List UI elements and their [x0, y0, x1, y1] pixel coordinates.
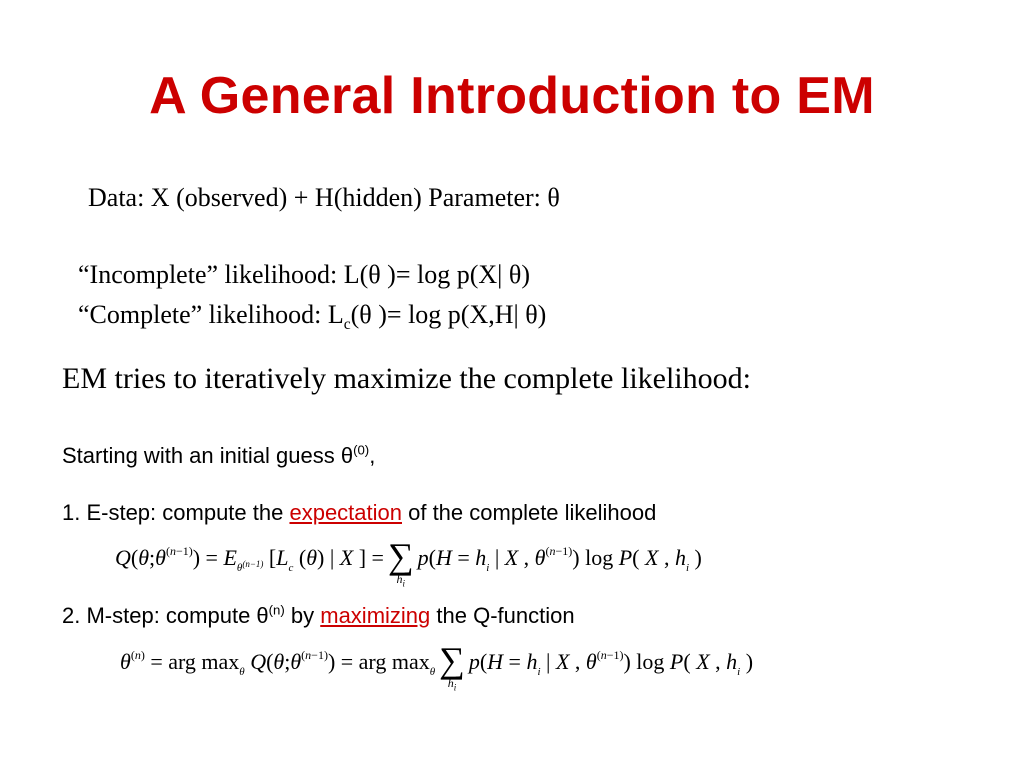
- complete-likelihood-suffix: (θ )= log p(X,H| θ): [350, 300, 547, 329]
- starting-guess-suffix: ,: [369, 443, 376, 468]
- starting-guess-prefix: Starting with an initial guess θ: [62, 443, 354, 468]
- summation-symbol: ∑ $h_i$: [387, 536, 414, 589]
- slide-title: A General Introduction to EM: [149, 67, 875, 125]
- m-step-line: [62, 603, 575, 629]
- starting-guess-line: [62, 443, 375, 469]
- data-parameter-line: Data: X (observed) + H(hidden) Parameter: θ: [88, 183, 560, 212]
- e-step-suffix: of the complete likelihood: [402, 500, 657, 525]
- complete-likelihood-prefix: “Complete” likelihood: L: [78, 300, 344, 329]
- incomplete-likelihood-line: “Incomplete” likelihood: L(θ )= log p(X| θ): [78, 260, 530, 289]
- e-step-prefix: 1. E-step: compute the: [62, 500, 290, 525]
- expectation-link[interactable]: expectation: [289, 500, 402, 525]
- starting-guess-superscript: (0): [353, 442, 370, 458]
- complete-likelihood-line: [78, 300, 547, 334]
- maximizing-link[interactable]: maximizing: [320, 603, 431, 628]
- m-step-suffix: the Q-function: [430, 603, 575, 628]
- m-step-mid: by: [284, 603, 321, 628]
- em-tries-line: EM tries to iteratively maximize the complete likelihood:: [62, 362, 751, 395]
- e-step-line: [62, 500, 656, 526]
- summation-symbol-2: ∑ $h_i$: [439, 640, 465, 693]
- e-step-equation: $Q(\theta;\theta^{(n-1)}) = E_{\theta^{(n-1)}}$ [$L_c$ (θ) | X ] = ∑ $h_i$ $p(H = h_i$ | X , $\theta^{(n-1)}$) log P( X , $h_i$ ): [115, 536, 702, 589]
- m-step-prefix: 2. M-step: compute θ: [62, 603, 269, 628]
- complete-likelihood-subscript: c: [343, 316, 351, 334]
- m-step-superscript: (n): [268, 602, 285, 618]
- m-step-equation: $\theta^{(n)}$ = arg $\max_\theta$ $Q(\theta;\theta^{(n-1)})$ = arg $\max_\theta$ ∑ $h_i$ $p(H = h_i$ | X , $\theta^{(n-1)}$) log P( X , $h_i$ ): [120, 640, 754, 693]
